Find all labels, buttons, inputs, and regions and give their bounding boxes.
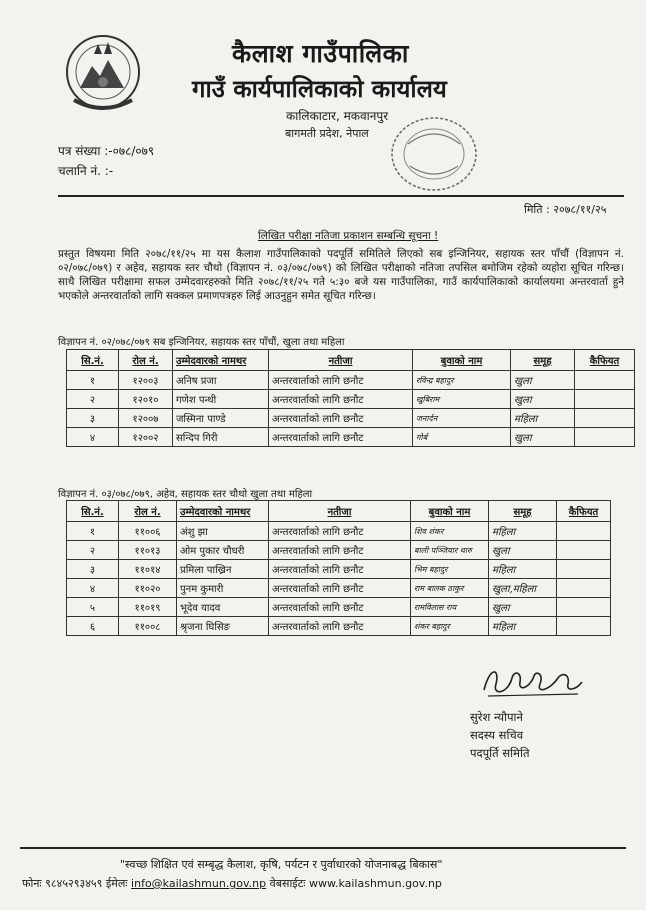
phone-label: फोनः — [22, 877, 42, 890]
footer-slogan: "स्वच्छ शिक्षित एवं सम्बृद्ध कैलाश, कृषि, पर्यटन र पुर्वाधारको योजनाबद्ध बिकास" — [120, 858, 443, 871]
cell-group: खुला — [511, 371, 575, 390]
cell-sn: ५ — [67, 598, 119, 617]
cell-group: खुला — [511, 428, 575, 447]
table-row — [67, 579, 611, 598]
cell-group: खुला — [489, 598, 557, 617]
cell-result: अन्तरवार्ताको लागि छनौट — [269, 579, 411, 598]
phone-number: ९८४५२९३४५९ — [45, 877, 103, 890]
cell-roll: १२००७ — [119, 409, 173, 428]
cell-sn: ४ — [67, 428, 119, 447]
cell-roll: ११०१९ — [119, 598, 177, 617]
cell-remark — [575, 409, 635, 428]
cell-result: अन्तरवार्ताको लागि छनौट — [269, 428, 413, 447]
notice-date — [524, 202, 606, 217]
cell-name: श्रृजना घिसिङ — [177, 617, 269, 636]
table-row — [67, 541, 611, 560]
table2-results — [66, 500, 611, 636]
cell-result: अन्तरवार्ताको लागि छनौट — [269, 560, 411, 579]
cell-father: रविन्द्र बहादुर — [413, 371, 511, 390]
signatory-block — [470, 708, 530, 762]
cell-father: राम बालक ठाकुर — [411, 579, 489, 598]
cell-father: भिम बहादुर — [411, 560, 489, 579]
cell-father: शिव शंकर — [411, 522, 489, 541]
reference-value: ०७८/०७९ — [112, 144, 155, 158]
table-row — [67, 522, 611, 541]
cell-group: महिला — [511, 409, 575, 428]
signatory-role: सदस्य सचिव — [470, 728, 524, 742]
signatory-name: सुरेश न्यौपाने — [470, 710, 523, 724]
table1-caption: विज्ञापन नं. ०२/०७८/०७९ सब इन्जिनियर, सहायक स्तर पाँचौं, खुला तथा महिला — [58, 337, 345, 348]
col-header-roll: रोल नं. — [119, 501, 177, 522]
signatory-committee: पदपूर्ति समिति — [470, 746, 530, 760]
organization-title: कैलाश गाउँपालिका — [232, 39, 409, 68]
cell-name: गणेश पन्थी — [173, 390, 269, 409]
footer-contact — [22, 876, 442, 891]
cell-group: महिला — [489, 617, 557, 636]
col-header-result: नतीजा — [269, 501, 411, 522]
footer-divider — [20, 847, 626, 849]
office-title: गाउँ कार्यपालिकाको कार्यालय — [192, 75, 447, 103]
cell-sn: ३ — [67, 560, 119, 579]
cell-sn: ४ — [67, 579, 119, 598]
cell-name: जस्मिना पाण्डे — [173, 409, 269, 428]
cell-sn: १ — [67, 371, 119, 390]
cell-roll: ११०१३ — [119, 541, 177, 560]
cell-remark — [557, 541, 611, 560]
col-header-remark: कैफियत — [575, 350, 635, 371]
date-label: मिति : — [524, 203, 550, 216]
cell-roll: १२००३ — [119, 371, 173, 390]
header-divider — [58, 195, 624, 197]
cell-group: महिला — [489, 522, 557, 541]
cell-sn: १ — [67, 522, 119, 541]
table-row — [67, 371, 635, 390]
cell-name: भूदेव यादव — [177, 598, 269, 617]
cell-remark — [575, 428, 635, 447]
cell-group: खुला — [511, 390, 575, 409]
cell-name: सन्दिप गिरी — [173, 428, 269, 447]
table2-caption: विज्ञापन नं. ०३/०७८/०७९, अहेव, सहायक स्तर चौथो खुला तथा महिला — [58, 489, 313, 500]
table-row — [67, 617, 611, 636]
col-header-remark: कैफियत — [557, 501, 611, 522]
cell-result: अन्तरवार्ताको लागि छनौट — [269, 598, 411, 617]
reference-number — [58, 142, 154, 159]
cell-father: गोर्ब — [413, 428, 511, 447]
col-header-name: उम्मेदवारको नामथर — [177, 501, 269, 522]
cell-result: अन्तरवार्ताको लागि छनौट — [269, 522, 411, 541]
table2-header-row — [67, 501, 611, 522]
notice-subject: लिखित परीक्षा नतिजा प्रकाशन सम्बन्धि सूचना ! — [258, 230, 439, 242]
table-row — [67, 409, 635, 428]
cell-sn: ३ — [67, 409, 119, 428]
table-row — [67, 598, 611, 617]
cell-remark — [557, 598, 611, 617]
address-line-1: कालिकाटार, मकवानपुर — [286, 109, 389, 123]
table1-results — [66, 349, 635, 447]
cell-roll: ११००८ — [119, 617, 177, 636]
government-emblem-icon — [64, 30, 142, 114]
cell-sn: २ — [67, 541, 119, 560]
cell-name: प्रमिला पाख्रिन — [177, 560, 269, 579]
cell-name: पुनम कुमारी — [177, 579, 269, 598]
cell-remark — [575, 371, 635, 390]
table1-header-row — [67, 350, 635, 371]
cell-remark — [557, 522, 611, 541]
table-row — [67, 560, 611, 579]
date-value: २०७८/११/२५ — [553, 203, 607, 216]
cell-father: खुबिराम — [413, 390, 511, 409]
col-header-roll: रोल नं. — [119, 350, 173, 371]
cell-roll: ११००६ — [119, 522, 177, 541]
website-link[interactable]: www.kailashmun.gov.np — [308, 877, 442, 890]
website-label: वेबसाईटः — [269, 877, 306, 890]
col-header-father: बुवाको नाम — [413, 350, 511, 371]
email-link[interactable]: info@kailashmun.gov.np — [131, 877, 267, 890]
cell-father: बाली पञ्जियार थारु — [411, 541, 489, 560]
cell-name: ओम पुकार चौधरी — [177, 541, 269, 560]
cell-group: खुला — [489, 541, 557, 560]
cell-group: महिला — [489, 560, 557, 579]
office-stamp-icon — [388, 114, 480, 194]
cell-father: रामविलास राय — [411, 598, 489, 617]
cell-father: शंकर बहादुर — [411, 617, 489, 636]
table-row — [67, 428, 635, 447]
cell-name: अंशु झा — [177, 522, 269, 541]
col-header-group: समूह — [489, 501, 557, 522]
col-header-name: उम्मेदवारको नामथर — [173, 350, 269, 371]
cell-result: अन्तरवार्ताको लागि छनौट — [269, 390, 413, 409]
cell-roll: ११०१४ — [119, 560, 177, 579]
cell-roll: १२०१० — [119, 390, 173, 409]
reference-label: पत्र संख्या :- — [58, 144, 113, 158]
cell-sn: २ — [67, 390, 119, 409]
cell-result: अन्तरवार्ताको लागि छनौट — [269, 541, 411, 560]
cell-roll: १२००२ — [119, 428, 173, 447]
notice-body: प्रस्तुत विषयमा मिति २०७८/११/२५ मा यस कैलाश गाउँपालिकाको पदपूर्ति समितिले लिएको सब इन्जिनियर, सहायक स्तर पाँचौं (विज्ञापन नं. ०२/०७८/०७९) र अहेव, सहायक स्तर चौथो (विज्ञापन नं. ०३/०७८/०७९) को लिखित परीक्षाको नतिजा तपसिल बमोजिम रहेको व्यहोरा सूचित गरिन्छ। साथै लिखित परीक्षामा सफल उम्मेदवारहरुको मिति २०७८/११/२५ गते ५:३० बजे यस गाउँपालिका, गाउँ कार्यपालिकाको कार्यालयमा अन्तरवार्ता हुने भएकोले अन्तरवार्ताको लागि सक्कल प्रमाणपत्रहरु लिई आउनुहुन समेत सूचित गरिन्छ। — [58, 248, 624, 302]
cell-result: अन्तरवार्ताको लागि छनौट — [269, 371, 413, 390]
cell-remark — [557, 560, 611, 579]
col-header-group: समूह — [511, 350, 575, 371]
cell-name: अनिष प्रजा — [173, 371, 269, 390]
handwritten-signature-icon — [478, 660, 588, 702]
cell-group: खुला,महिला — [489, 579, 557, 598]
cell-remark — [557, 579, 611, 598]
cell-roll: ११०२० — [119, 579, 177, 598]
address-line-2: बागमती प्रदेश, नेपाल — [285, 127, 369, 140]
col-header-father: बुवाको नाम — [411, 501, 489, 522]
email-label: ईमेलः — [105, 877, 128, 890]
cell-remark — [575, 390, 635, 409]
table-row — [67, 390, 635, 409]
col-header-sn: सि.नं. — [67, 501, 119, 522]
cell-remark — [557, 617, 611, 636]
cell-sn: ६ — [67, 617, 119, 636]
col-header-sn: सि.नं. — [67, 350, 119, 371]
col-header-result: नतीजा — [269, 350, 413, 371]
cell-result: अन्तरवार्ताको लागि छनौट — [269, 617, 411, 636]
cell-result: अन्तरवार्ताको लागि छनौट — [269, 409, 413, 428]
cell-father: जनार्दन — [413, 409, 511, 428]
dispatch-number: चलानि नं. :- — [58, 164, 114, 178]
